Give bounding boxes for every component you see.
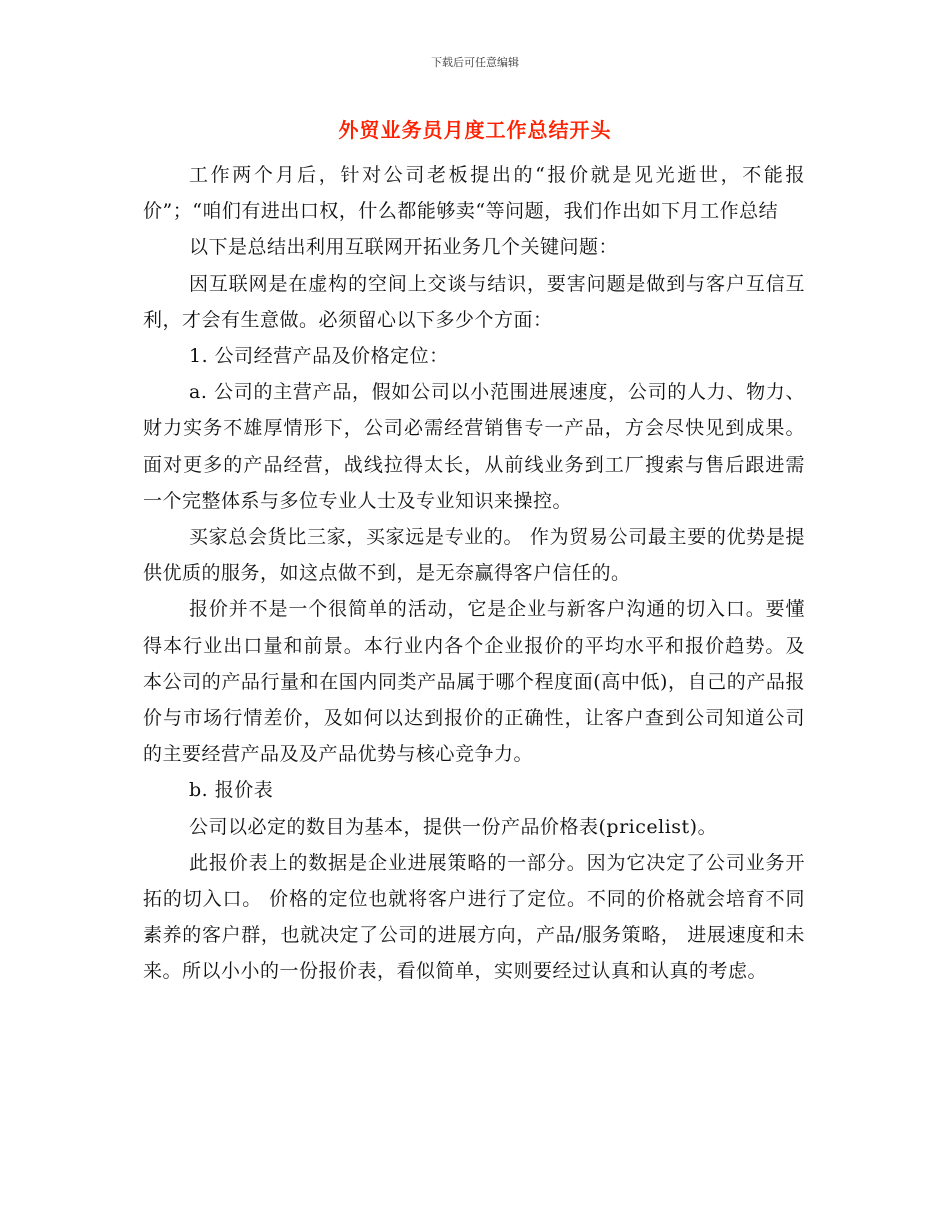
document-title: 外贸业务员月度工作总结开头 [338, 118, 612, 142]
section-heading: b. 报价表 [189, 779, 274, 802]
paragraph: 此报价表上的数据是企业进展策略的一部分。因为它决定了公司业务开拓的切入口。 价格的定位也就将客户进行了定位。不同的价格就会培育不同素养的客户群，也就决定了公司的进展方向，产品/服务策略， 进展速度和未来。所以小小的一份报价表，看似简单，实则要经过认真和认真的考虑。 [143, 851, 805, 983]
paragraph: 买家总会货比三家，买家远是专业的。 作为贸易公司最主要的优势是提供优质的服务，如这点做不到，是无奈赢得客户信任的。 [143, 526, 805, 585]
header-note: 下载后可任意编辑 [431, 56, 519, 69]
paragraph: 公司以必定的数目为基本，提供一份产品价格表(pricelist)。 [189, 815, 718, 838]
paragraph: 以下是总结出利用互联网开拓业务几个关键问题： [189, 236, 619, 259]
document-body [143, 157, 805, 990]
section-heading: 1. 公司经营产品及价格定位： [189, 345, 449, 368]
paragraph: a. 公司的主营产品，假如公司以小范围进展速度，公司的人力、物力、财力实务不雄厚情形下，公司必需经营销售专一产品，方会尽快见到成果。面对更多的产品经营，战线拉得太长，从前线业务到工厂搜索与售后跟进需一个完整体系与多位专业人士及专业知识来操控。 [143, 381, 805, 512]
paragraph: 报价并不是一个很简单的活动，它是企业与新客户沟通的切入口。要懂得本行业出口量和前景。本行业内各个企业报价的平均水平和报价趋势。及本公司的产品行量和在国内同类产品属于哪个程度面(高中低)，自己的产品报价与市场行情差价，及如何以达到报价的正确性，让客户查到公司知道公司的主要经营产品及及产品优势与核心竞争力。 [143, 598, 805, 766]
paragraph: 因互联网是在虚构的空间上交谈与结识，要害问题是做到与客户互信互利，才会有生意做。必须留心以下多少个方面： [143, 272, 805, 331]
paragraph: 工作两个月后，针对公司老板提出的“报价就是见光逝世，不能报价”；“咱们有进出口权，什么都能够卖“等问题，我们作出如下月工作总结 [143, 164, 805, 223]
